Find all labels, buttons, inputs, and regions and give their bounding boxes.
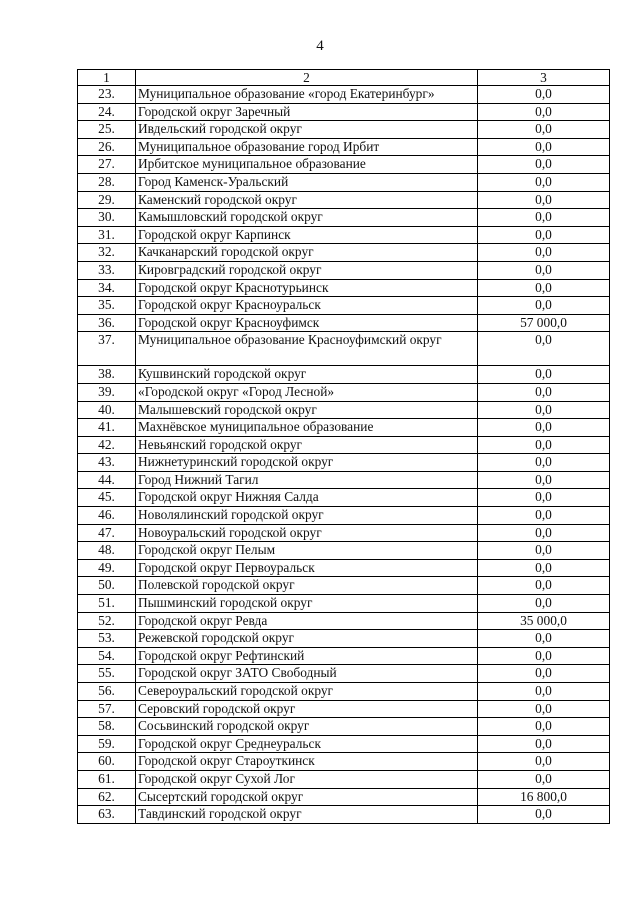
amount-value: 0,0: [478, 630, 610, 648]
row-number: 24.: [78, 103, 136, 121]
municipality-name: Городской округ Красноуральск: [136, 297, 478, 315]
table-row: [78, 279, 610, 297]
row-number: 52.: [78, 612, 136, 630]
municipality-name: Ивдельский городской округ: [136, 121, 478, 139]
municipality-name: Махнёвское муниципальное образование: [136, 419, 478, 437]
amount-value: 0,0: [478, 524, 610, 542]
row-number: 28.: [78, 173, 136, 191]
amount-value: 0,0: [478, 683, 610, 701]
amount-value: 57 000,0: [478, 314, 610, 332]
row-number: 59.: [78, 735, 136, 753]
amount-value: 0,0: [478, 595, 610, 613]
row-number: 43.: [78, 454, 136, 472]
amount-value: 0,0: [478, 735, 610, 753]
table-row: [78, 753, 610, 771]
row-number: 42.: [78, 436, 136, 454]
row-number: 37.: [78, 332, 136, 366]
municipality-name: Нижнетуринский городской округ: [136, 454, 478, 472]
municipality-name: Ирбитское муниципальное образование: [136, 156, 478, 174]
table-row: [78, 209, 610, 227]
municipality-name: «Городской округ «Город Лесной»: [136, 383, 478, 401]
header-cell-number: 1: [78, 70, 136, 86]
table-row: [78, 788, 610, 806]
municipality-name: Городской округ Заречный: [136, 103, 478, 121]
amount-value: 0,0: [478, 401, 610, 419]
municipality-name: Городской округ Пелым: [136, 542, 478, 560]
amount-value: 0,0: [478, 209, 610, 227]
amount-value: 0,0: [478, 471, 610, 489]
row-number: 53.: [78, 630, 136, 648]
row-number: 58.: [78, 718, 136, 736]
municipality-name: Кушвинский городской округ: [136, 366, 478, 384]
amount-value: 0,0: [478, 103, 610, 121]
municipality-name: Новоуральский городской округ: [136, 524, 478, 542]
row-number: 48.: [78, 542, 136, 560]
amount-value: 0,0: [478, 753, 610, 771]
amount-value: 0,0: [478, 647, 610, 665]
municipality-name: Городской округ Староуткинск: [136, 753, 478, 771]
table-row: [78, 577, 610, 595]
municipality-name: Камышловский городской округ: [136, 209, 478, 227]
amount-value: 0,0: [478, 156, 610, 174]
municipality-name: Сосьвинский городской округ: [136, 718, 478, 736]
table-row: [78, 489, 610, 507]
row-number: 55.: [78, 665, 136, 683]
table-row: [78, 665, 610, 683]
table-row: [78, 507, 610, 525]
table-row: [78, 173, 610, 191]
municipality-name: Муниципальное образование «город Екатеринбург»: [136, 86, 478, 104]
amount-value: 35 000,0: [478, 612, 610, 630]
table-row: [78, 612, 610, 630]
amount-value: 0,0: [478, 383, 610, 401]
row-number: 32.: [78, 244, 136, 262]
amount-value: 0,0: [478, 226, 610, 244]
municipality-name: Городской округ Красноуфимск: [136, 314, 478, 332]
table-row: [78, 261, 610, 279]
table-row: [78, 806, 610, 824]
table-row: [78, 735, 610, 753]
table-row: [78, 156, 610, 174]
municipality-name: Пышминский городской округ: [136, 595, 478, 613]
amount-value: 0,0: [478, 665, 610, 683]
row-number: 38.: [78, 366, 136, 384]
municipality-name: Невьянский городской округ: [136, 436, 478, 454]
row-number: 45.: [78, 489, 136, 507]
row-number: 46.: [78, 507, 136, 525]
amount-value: 0,0: [478, 436, 610, 454]
row-number: 35.: [78, 297, 136, 315]
row-number: 62.: [78, 788, 136, 806]
table-row: [78, 297, 610, 315]
table-row: [78, 454, 610, 472]
row-number: 23.: [78, 86, 136, 104]
amount-value: 0,0: [478, 86, 610, 104]
table-row: [78, 718, 610, 736]
table-row: [78, 121, 610, 139]
municipality-name: Городской округ Среднеуральск: [136, 735, 478, 753]
municipality-name: Тавдинский городской округ: [136, 806, 478, 824]
page-number: 4: [316, 38, 324, 54]
municipality-name: Городской округ Рефтинский: [136, 647, 478, 665]
municipality-name: Городской округ Сухой Лог: [136, 770, 478, 788]
amount-value: 0,0: [478, 507, 610, 525]
municipality-name: Новолялинский городской округ: [136, 507, 478, 525]
municipality-name: Муниципальное образование город Ирбит: [136, 138, 478, 156]
row-number: 50.: [78, 577, 136, 595]
municipality-name: Городской округ Карпинск: [136, 226, 478, 244]
municipality-name: Городской округ Нижняя Салда: [136, 489, 478, 507]
row-number: 25.: [78, 121, 136, 139]
table-row: [78, 226, 610, 244]
amount-value: 0,0: [478, 700, 610, 718]
amount-value: 0,0: [478, 454, 610, 472]
table-row: [78, 700, 610, 718]
municipality-name: Режевской городской округ: [136, 630, 478, 648]
amount-value: 0,0: [478, 542, 610, 560]
municipality-name: Городской округ Краснотурьинск: [136, 279, 478, 297]
table-row: [78, 244, 610, 262]
table-row: [78, 595, 610, 613]
row-number: 54.: [78, 647, 136, 665]
row-number: 31.: [78, 226, 136, 244]
municipality-name: Кировградский городской округ: [136, 261, 478, 279]
table-row: [78, 138, 610, 156]
table-row: [78, 191, 610, 209]
municipality-name: Североуральский городской округ: [136, 683, 478, 701]
table-row: [78, 436, 610, 454]
table-row: [78, 383, 610, 401]
row-number: 33.: [78, 261, 136, 279]
row-number: 56.: [78, 683, 136, 701]
municipality-name: Каменский городской округ: [136, 191, 478, 209]
row-number: 27.: [78, 156, 136, 174]
table-row: [78, 542, 610, 560]
row-number: 44.: [78, 471, 136, 489]
amount-value: 0,0: [478, 173, 610, 191]
table-row: [78, 630, 610, 648]
amount-value: 16 800,0: [478, 788, 610, 806]
municipality-name: Полевской городской округ: [136, 577, 478, 595]
table-row: [78, 559, 610, 577]
amount-value: 0,0: [478, 191, 610, 209]
row-number: 63.: [78, 806, 136, 824]
row-number: 34.: [78, 279, 136, 297]
amount-value: 0,0: [478, 419, 610, 437]
table-row: [78, 647, 610, 665]
row-number: 26.: [78, 138, 136, 156]
row-number: 47.: [78, 524, 136, 542]
header-cell-value: 3: [478, 70, 610, 86]
header-cell-name: 2: [136, 70, 478, 86]
table-row: [78, 103, 610, 121]
row-number: 57.: [78, 700, 136, 718]
table-row: [78, 86, 610, 104]
row-number: 49.: [78, 559, 136, 577]
table-row: [78, 366, 610, 384]
amount-value: 0,0: [478, 244, 610, 262]
amount-value: 0,0: [478, 806, 610, 824]
amount-value: 0,0: [478, 121, 610, 139]
table-row: [78, 770, 610, 788]
row-number: 30.: [78, 209, 136, 227]
row-number: 39.: [78, 383, 136, 401]
table-row: [78, 471, 610, 489]
amount-value: 0,0: [478, 559, 610, 577]
municipality-name: Город Каменск-Уральский: [136, 173, 478, 191]
amount-value: 0,0: [478, 770, 610, 788]
amount-value: 0,0: [478, 279, 610, 297]
row-number: 41.: [78, 419, 136, 437]
municipality-name: Муниципальное образование Красноуфимский округ: [136, 332, 478, 366]
amount-value: 0,0: [478, 366, 610, 384]
row-number: 36.: [78, 314, 136, 332]
municipality-name: Городской округ Первоуральск: [136, 559, 478, 577]
table-row: [78, 314, 610, 332]
municipality-name: Город Нижний Тагил: [136, 471, 478, 489]
amount-value: 0,0: [478, 297, 610, 315]
amount-value: 0,0: [478, 489, 610, 507]
municipality-name: Серовский городской округ: [136, 700, 478, 718]
amount-value: 0,0: [478, 718, 610, 736]
municipality-name: Городской округ ЗАТО Свободный: [136, 665, 478, 683]
row-number: 40.: [78, 401, 136, 419]
table-row: [78, 419, 610, 437]
row-number: 61.: [78, 770, 136, 788]
budget-table: [77, 69, 610, 824]
row-number: 60.: [78, 753, 136, 771]
amount-value: 0,0: [478, 577, 610, 595]
municipality-name: Сысертский городской округ: [136, 788, 478, 806]
table-header-row: [78, 70, 610, 86]
amount-value: 0,0: [478, 332, 610, 366]
amount-value: 0,0: [478, 261, 610, 279]
table-row: [78, 332, 610, 366]
row-number: 51.: [78, 595, 136, 613]
amount-value: 0,0: [478, 138, 610, 156]
municipality-name: Качканарский городской округ: [136, 244, 478, 262]
table-row: [78, 683, 610, 701]
municipality-name: Малышевский городской округ: [136, 401, 478, 419]
table-row: [78, 524, 610, 542]
row-number: 29.: [78, 191, 136, 209]
municipality-name: Городской округ Ревда: [136, 612, 478, 630]
table-row: [78, 401, 610, 419]
